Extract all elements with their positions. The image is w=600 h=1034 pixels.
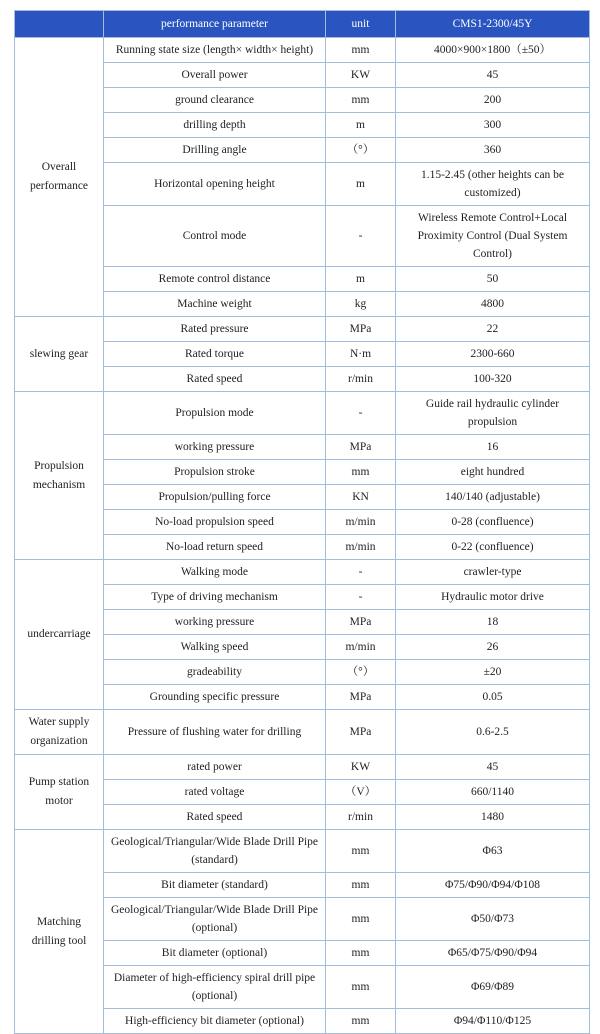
parameter-cell: Machine weight [104, 292, 326, 317]
value-cell: 16 [396, 435, 590, 460]
unit-cell: m/min [326, 635, 396, 660]
unit-cell: KN [326, 485, 396, 510]
unit-cell: mm [326, 1009, 396, 1034]
unit-cell: MPa [326, 685, 396, 710]
unit-cell: - [326, 392, 396, 435]
parameter-cell: Rated speed [104, 367, 326, 392]
parameter-cell: ground clearance [104, 88, 326, 113]
unit-cell: KW [326, 63, 396, 88]
value-cell: Φ75/Φ90/Φ94/Φ108 [396, 873, 590, 898]
unit-cell: mm [326, 460, 396, 485]
unit-cell: MPa [326, 317, 396, 342]
parameter-cell: Walking speed [104, 635, 326, 660]
unit-cell: m [326, 163, 396, 206]
parameter-cell: Propulsion stroke [104, 460, 326, 485]
parameter-cell: drilling depth [104, 113, 326, 138]
value-cell: 50 [396, 267, 590, 292]
parameter-cell: Diameter of high-efficiency spiral drill pipe (optional) [104, 966, 326, 1009]
unit-cell: - [326, 206, 396, 267]
unit-cell: m [326, 113, 396, 138]
value-cell: 360 [396, 138, 590, 163]
unit-cell: kg [326, 292, 396, 317]
header-cell-category [15, 11, 104, 38]
header-cell-model: CMS1-2300/45Y [396, 11, 590, 38]
unit-cell: mm [326, 898, 396, 941]
unit-cell: mm [326, 941, 396, 966]
parameter-cell: No-load propulsion speed [104, 510, 326, 535]
parameter-cell: Walking mode [104, 560, 326, 585]
unit-cell: mm [326, 38, 396, 63]
value-cell: Hydraulic motor drive [396, 585, 590, 610]
value-cell: ±20 [396, 660, 590, 685]
parameter-cell: Bit diameter (standard) [104, 873, 326, 898]
parameter-cell: Geological/Triangular/Wide Blade Drill Pipe (standard) [104, 830, 326, 873]
parameter-cell: Horizontal opening height [104, 163, 326, 206]
value-cell: Φ63 [396, 830, 590, 873]
parameter-cell: No-load return speed [104, 535, 326, 560]
category-cell: undercarriage [15, 560, 104, 710]
value-cell: 1.15-2.45 (other heights can be customized) [396, 163, 590, 206]
value-cell: Φ50/Φ73 [396, 898, 590, 941]
parameter-cell: Geological/Triangular/Wide Blade Drill Pipe (optional) [104, 898, 326, 941]
unit-cell: m/min [326, 535, 396, 560]
unit-cell: KW [326, 755, 396, 780]
parameter-cell: Type of driving mechanism [104, 585, 326, 610]
unit-cell: MPa [326, 435, 396, 460]
parameter-cell: Rated pressure [104, 317, 326, 342]
category-cell: Water supply organization [15, 710, 104, 755]
category-cell: Pump station motor [15, 755, 104, 830]
value-cell: 2300-660 [396, 342, 590, 367]
table-row [15, 755, 590, 780]
parameter-cell: rated power [104, 755, 326, 780]
value-cell: 4000×900×1800（±50） [396, 38, 590, 63]
category-cell: Matching drilling tool [15, 830, 104, 1034]
unit-cell: mm [326, 88, 396, 113]
parameter-cell: Grounding specific pressure [104, 685, 326, 710]
value-cell: 140/140 (adjustable) [396, 485, 590, 510]
value-cell: 0.6-2.5 [396, 710, 590, 755]
parameter-cell: Control mode [104, 206, 326, 267]
unit-cell: MPa [326, 610, 396, 635]
value-cell: eight hundred [396, 460, 590, 485]
parameter-cell: Rated speed [104, 805, 326, 830]
parameter-cell: Drilling angle [104, 138, 326, 163]
value-cell: Φ69/Φ89 [396, 966, 590, 1009]
parameter-cell: Bit diameter (optional) [104, 941, 326, 966]
parameter-cell: working pressure [104, 435, 326, 460]
value-cell: 0-22 (confluence) [396, 535, 590, 560]
category-cell: Overall performance [15, 38, 104, 317]
unit-cell: r/min [326, 805, 396, 830]
header-cell-parameter: performance parameter [104, 11, 326, 38]
value-cell: 18 [396, 610, 590, 635]
category-cell: slewing gear [15, 317, 104, 392]
value-cell: Guide rail hydraulic cylinder propulsion [396, 392, 590, 435]
value-cell: 0.05 [396, 685, 590, 710]
value-cell: 45 [396, 63, 590, 88]
header-row [15, 11, 590, 38]
unit-cell: MPa [326, 710, 396, 755]
parameter-cell: Overall power [104, 63, 326, 88]
unit-cell: mm [326, 966, 396, 1009]
unit-cell: （°） [326, 138, 396, 163]
unit-cell: （V） [326, 780, 396, 805]
table-row [15, 317, 590, 342]
parameter-cell: working pressure [104, 610, 326, 635]
parameter-cell: Propulsion mode [104, 392, 326, 435]
unit-cell: mm [326, 830, 396, 873]
table-row [15, 830, 590, 873]
value-cell: 660/1140 [396, 780, 590, 805]
unit-cell: m [326, 267, 396, 292]
unit-cell: - [326, 560, 396, 585]
table-row [15, 38, 590, 63]
value-cell: 45 [396, 755, 590, 780]
parameter-cell: Pressure of flushing water for drilling [104, 710, 326, 755]
table-row [15, 710, 590, 755]
spec-table [14, 10, 590, 1034]
value-cell: 200 [396, 88, 590, 113]
spec-table-body [15, 38, 590, 1034]
value-cell: Wireless Remote Control+Local Proximity Control (Dual System Control) [396, 206, 590, 267]
value-cell: 300 [396, 113, 590, 138]
value-cell: Φ94/Φ110/Φ125 [396, 1009, 590, 1034]
value-cell: crawler-type [396, 560, 590, 585]
value-cell: 100-320 [396, 367, 590, 392]
table-row [15, 560, 590, 585]
value-cell: 22 [396, 317, 590, 342]
parameter-cell: Rated torque [104, 342, 326, 367]
unit-cell: r/min [326, 367, 396, 392]
value-cell: 26 [396, 635, 590, 660]
value-cell: 1480 [396, 805, 590, 830]
value-cell: Φ65/Φ75/Φ90/Φ94 [396, 941, 590, 966]
value-cell: 0-28 (confluence) [396, 510, 590, 535]
value-cell: 4800 [396, 292, 590, 317]
parameter-cell: gradeability [104, 660, 326, 685]
parameter-cell: High-efficiency bit diameter (optional) [104, 1009, 326, 1034]
parameter-cell: Remote control distance [104, 267, 326, 292]
header-cell-unit: unit [326, 11, 396, 38]
unit-cell: - [326, 585, 396, 610]
parameter-cell: Propulsion/pulling force [104, 485, 326, 510]
parameter-cell: rated voltage [104, 780, 326, 805]
table-row [15, 392, 590, 435]
spec-sheet [14, 10, 590, 1034]
unit-cell: N·m [326, 342, 396, 367]
unit-cell: m/min [326, 510, 396, 535]
unit-cell: （°） [326, 660, 396, 685]
category-cell: Propulsion mechanism [15, 392, 104, 560]
unit-cell: mm [326, 873, 396, 898]
parameter-cell: Running state size (length× width× height) [104, 38, 326, 63]
